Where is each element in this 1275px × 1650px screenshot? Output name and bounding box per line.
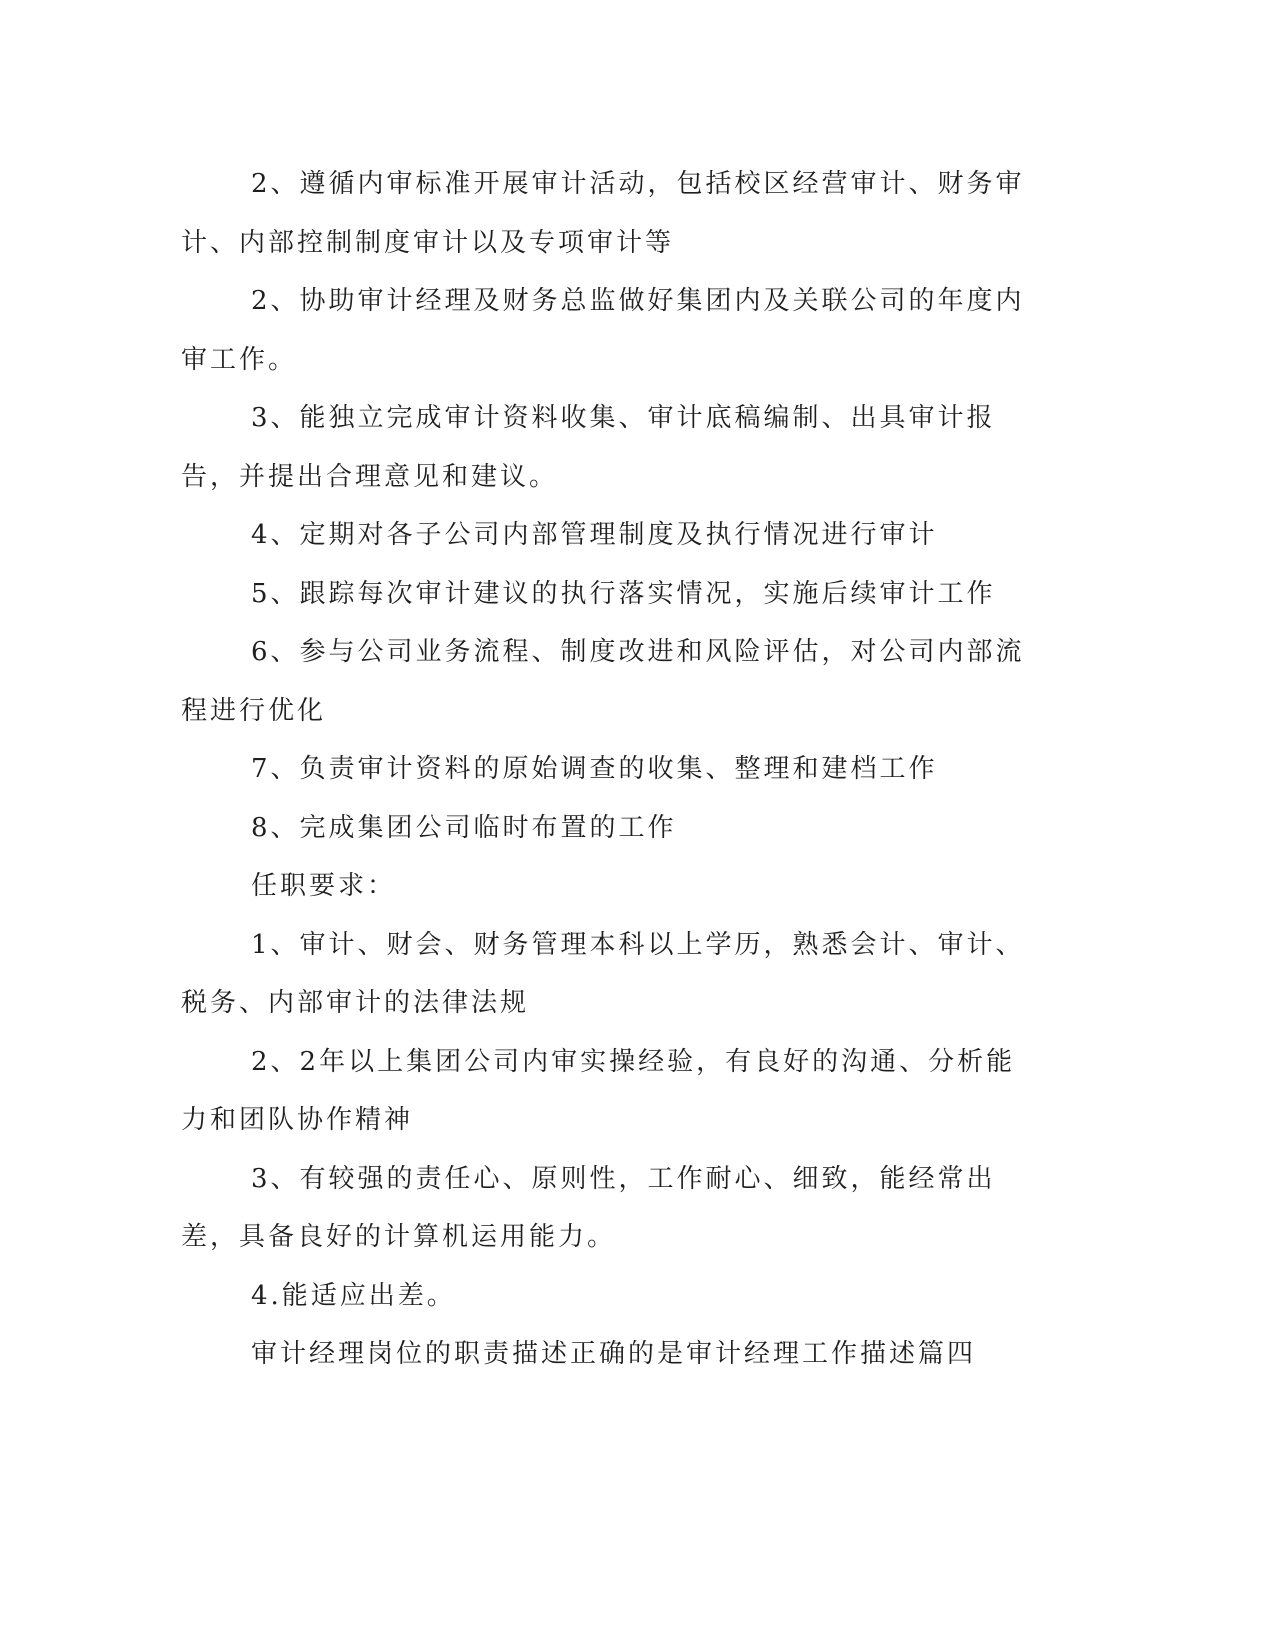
paragraph-duty-6: 6、参与公司业务流程、制度改进和风险评估，对公司内部流程进行优化 — [181, 637, 1025, 726]
requirements-heading: 任职要求： — [251, 871, 397, 901]
document-body — [181, 155, 1041, 1384]
section-title: 审计经理岗位的职责描述正确的是审计经理工作描述篇四 — [251, 1339, 977, 1369]
paragraph-req-4: 4.能适应出差。 — [251, 1280, 456, 1311]
paragraph-duty-5: 5、跟踪每次审计建议的执行落实情况，实施后续审计工作 — [251, 578, 996, 609]
paragraph-req-2: 2、2年以上集团公司内审实操经验，有良好的沟通、分析能力和团队协作精神 — [181, 1046, 1016, 1135]
paragraph-duty-3: 3、能独立完成审计资料收集、审计底稿编制、出具审计报告，并提出合理意见和建议。 — [181, 403, 996, 492]
paragraph-duty-4: 4、定期对各子公司内部管理制度及执行情况进行审计 — [251, 520, 938, 550]
paragraph-duty-2a: 2、遵循内审标准开展审计活动，包括校区经营审计、财务审计、内部控制制度审计以及专项审计等 — [181, 169, 1025, 258]
paragraph-duty-7: 7、负责审计资料的原始调查的收集、整理和建档工作 — [251, 754, 938, 784]
paragraph-req-3: 3、有较强的责任心、原则性，工作耐心、细致，能经常出差，具备良好的计算机运用能力。 — [181, 1163, 996, 1252]
paragraph-duty-2b: 2、协助审计经理及财务总监做好集团内及关联公司的年度内审工作。 — [181, 286, 1025, 375]
paragraph-req-1: 1、审计、财会、财务管理本科以上学历，熟悉会计、审计、税务、内部审计的法律法规 — [181, 929, 1025, 1018]
paragraph-duty-8: 8、完成集团公司临时布置的工作 — [251, 812, 677, 843]
